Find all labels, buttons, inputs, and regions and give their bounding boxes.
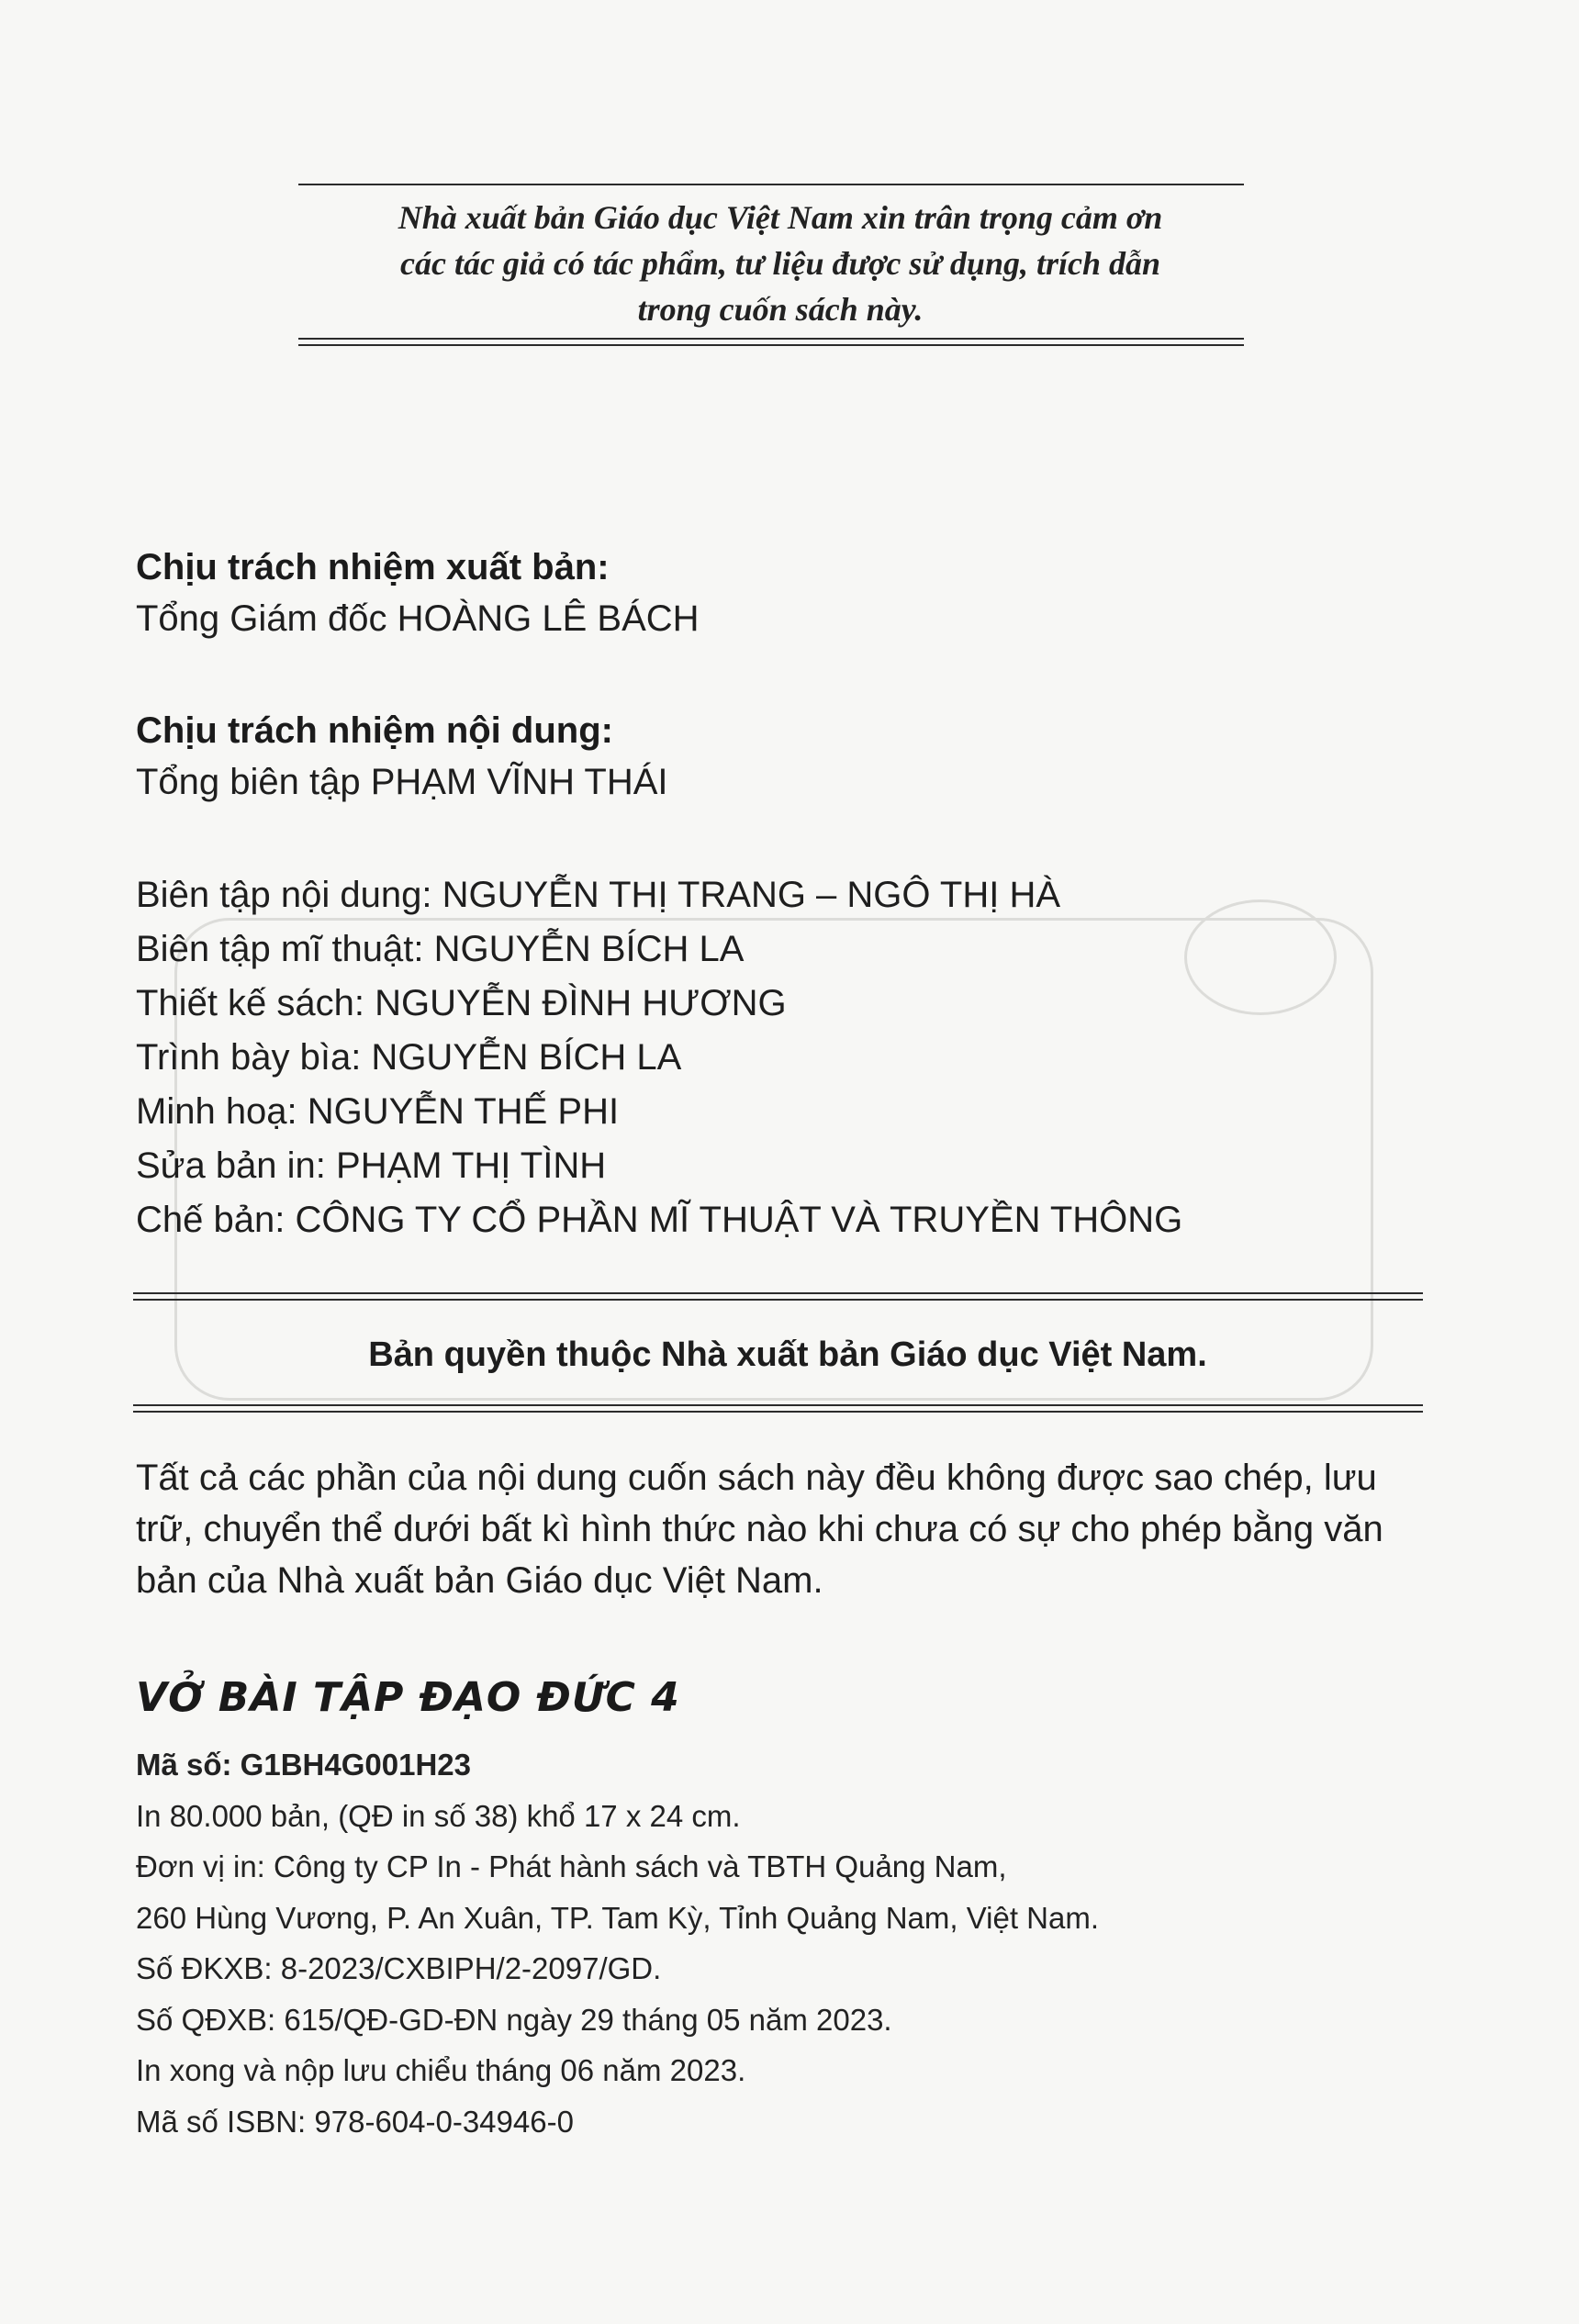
top-rule-upper <box>298 184 1244 185</box>
top-rule-lower-2 <box>298 344 1244 346</box>
book-title: VỞ BÀI TẬP ĐẠO ĐỨC 4 <box>136 1674 680 1721</box>
credit-line: Biên tập mĩ thuật: NGUYỄN BÍCH LA <box>136 929 745 969</box>
acknowledgement-text <box>303 195 1258 332</box>
credit-line: Minh hoạ: NGUYỄN THẾ PHI <box>136 1091 620 1132</box>
credit-line: Chế bản: CÔNG TY CỔ PHẦN MĨ THUẬT VÀ TRUYỀN THÔNG <box>136 1200 1183 1240</box>
content-responsibility <box>136 705 1439 808</box>
credit-line: Thiết kế sách: NGUYỄN ĐÌNH HƯƠNG <box>136 983 787 1023</box>
copyright-title: Bản quyền thuộc Nhà xuất bản Giáo dục Việt Nam. <box>368 1335 1207 1374</box>
publishing-value: Tổng Giám đốc HOÀNG LÊ BÁCH <box>136 598 700 639</box>
acknowledgement-line: Nhà xuất bản Giáo dục Việt Nam xin trân trọng cảm ơn <box>398 199 1163 236</box>
copyright-rule-bottom-1 <box>133 1404 1423 1406</box>
detail-line: In xong và nộp lưu chiểu tháng 06 năm 2023. <box>136 2053 746 2087</box>
copyright-rule-top-2 <box>133 1299 1423 1301</box>
detail-line: Số ĐKXB: 8-2023/CXBIPH/2-2097/GD. <box>136 1951 662 1985</box>
copyright-rule-top-1 <box>133 1292 1423 1294</box>
copyright-rule-bottom-2 <box>133 1411 1423 1413</box>
credit-line: Trình bày bìa: NGUYỄN BÍCH LA <box>136 1037 682 1078</box>
detail-line: Mã số ISBN: 978-604-0-34946-0 <box>136 2104 574 2139</box>
copyright-notice: Tất cả các phần của nội dung cuốn sách này đều không được sao chép, lưu trữ, chuyển thể dưới bất kì hình thức nào khi chưa có sự cho phép bằng văn bản của Nhà xuất bản Giáo dục Việt Nam. <box>136 1458 1383 1601</box>
detail-line: Số QĐXB: 615/QĐ-GD-ĐN ngày 29 tháng 05 năm 2023. <box>136 2002 892 2037</box>
credit-line: Sửa bản in: PHẠM THỊ TÌNH <box>136 1145 607 1186</box>
credit-line: Biên tập nội dung: NGUYỄN THỊ TRANG – NGÔ THỊ HÀ <box>136 875 1061 915</box>
publishing-label: Chịu trách nhiệm xuất bản: <box>136 547 610 587</box>
book-code: Mã số: G1BH4G001H23 <box>136 1748 471 1782</box>
detail-line: Đơn vị in: Công ty CP In - Phát hành sách và TBTH Quảng Nam, <box>136 1849 1007 1883</box>
acknowledgement-line: các tác giả có tác phẩm, tư liệu được sử dụng, trích dẫn <box>399 245 1161 282</box>
detail-line: 260 Hùng Vương, P. An Xuân, TP. Tam Kỳ, Tỉnh Quảng Nam, Việt Nam. <box>136 1900 1100 1935</box>
book-details <box>136 1739 1439 2147</box>
publishing-responsibility <box>136 542 1439 644</box>
detail-line: In 80.000 bản, (QĐ in số 38) khổ 17 x 24 cm. <box>136 1798 741 1833</box>
top-rule-lower-1 <box>298 338 1244 340</box>
content-value: Tổng biên tập PHẠM VĨNH THÁI <box>136 762 668 802</box>
credits-list <box>136 868 1439 1247</box>
content-label: Chịu trách nhiệm nội dung: <box>136 710 613 751</box>
acknowledgement-line: trong cuốn sách này. <box>637 291 924 328</box>
